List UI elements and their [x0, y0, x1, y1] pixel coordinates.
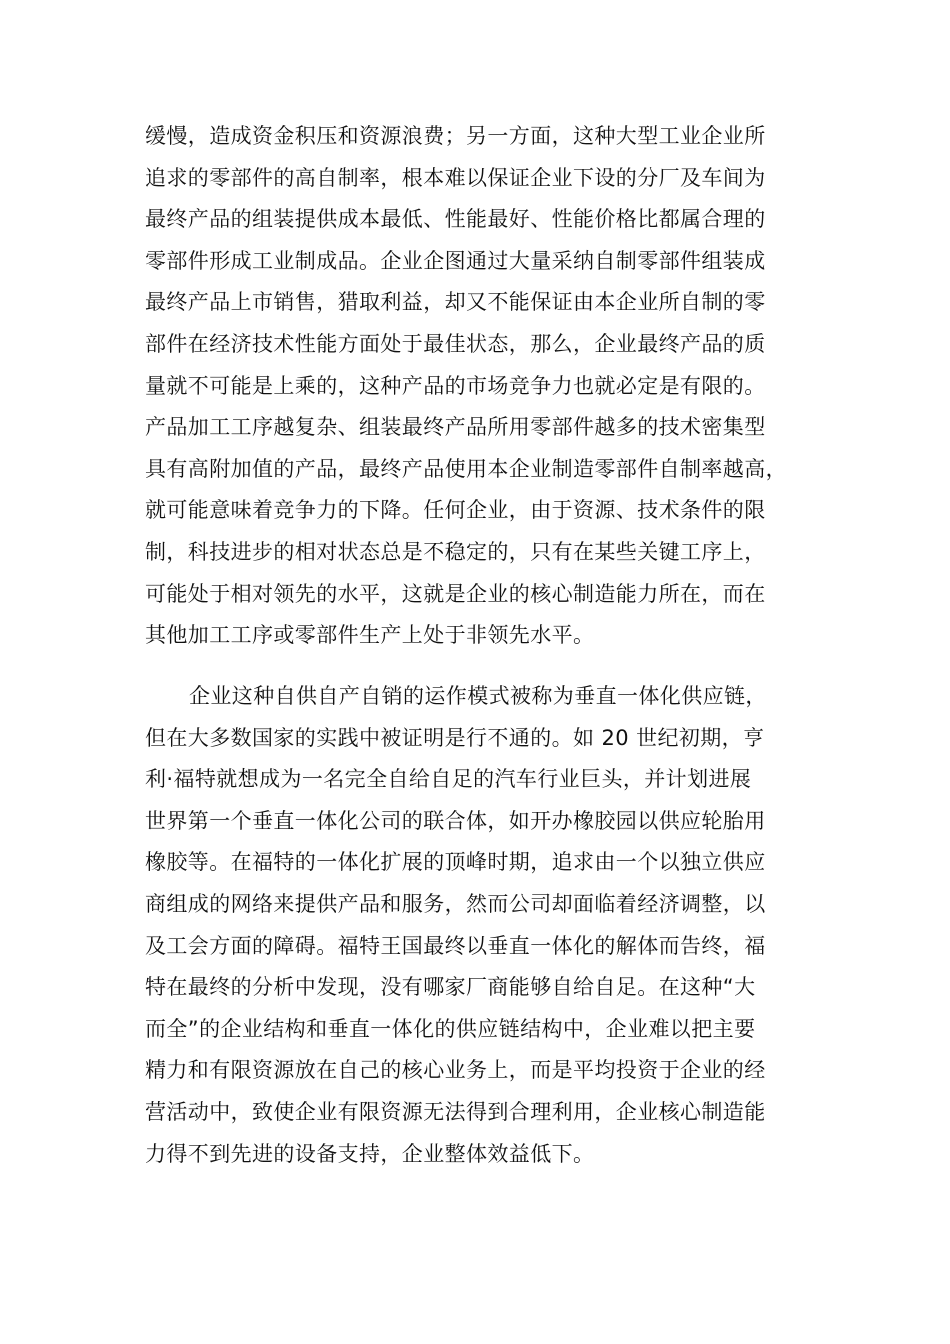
- paragraph-line: 但在大多数国家的实践中被证明是行不通的。如 20 世纪初期，亨: [145, 725, 765, 750]
- paragraph-line: 橡胶等。在福特的一体化扩展的顶峰时期，追求由一个以独立供应: [145, 850, 766, 875]
- paragraph-line: 力得不到先进的设备支持，企业整体效益低下。: [145, 1141, 595, 1166]
- paragraph-line: 最终产品的组装提供成本最低、性能最好、性能价格比都属合理的: [145, 207, 766, 232]
- paragraph-line: 精力和有限资源放在自己的核心业务上，而是平均投资于企业的经: [145, 1058, 766, 1083]
- paragraph-line: 商组成的网络来提供产品和服务，然而公司却面临着经济调整，以: [145, 891, 766, 916]
- paragraph-2: [145, 676, 815, 1175]
- paragraph-line: 最终产品上市销售，猎取利益，却又不能保证由本企业所自制的零: [145, 290, 766, 315]
- paragraph-line: 而全”的企业结构和垂直一体化的供应链结构中，企业难以把主要: [145, 1016, 756, 1041]
- paragraph-line: 就可能意味着竞争力的下降。任何企业，由于资源、技术条件的限: [145, 498, 766, 523]
- paragraph-line: 缓慢，造成资金积压和资源浪费；另一方面，这种大型工业企业所: [145, 124, 766, 148]
- paragraph-line: 世界第一个垂直一体化公司的联合体，如开办橡胶园以供应轮胎用: [145, 808, 766, 833]
- paragraph-1: [145, 116, 815, 657]
- paragraph-line: 其他加工工序或零部件生产上处于非领先水平。: [145, 623, 595, 648]
- paragraph-line: 具有高附加值的产品，最终产品使用本企业制造零部件自制率越高，: [145, 456, 787, 481]
- paragraph-line-first: 企业这种自供自产自销的运作模式被称为垂直一体化供应链，: [189, 684, 767, 708]
- paragraph-line: 及工会方面的障碍。福特王国最终以垂直一体化的解体而告终，福: [145, 933, 766, 958]
- paragraph-line: 制，科技进步的相对状态总是不稳定的，只有在某些关键工序上，: [145, 539, 766, 564]
- paragraph-line: 特在最终的分析中发现，没有哪家厂商能够自给自足。在这种“大: [145, 975, 756, 1000]
- paragraph-line: 产品加工工序越复杂、组装最终产品所用零部件越多的技术密集型: [145, 415, 766, 440]
- paragraph-line: 利·福特就想成为一名完全自给自足的汽车行业巨头，并计划进展: [145, 767, 752, 792]
- paragraph-line: 追求的零部件的高自制率，根本难以保证企业下设的分厂及车间为: [145, 165, 766, 190]
- paragraph-line: 营活动中，致使企业有限资源无法得到合理利用，企业核心制造能: [145, 1099, 766, 1124]
- paragraph-line: 部件在经济技术性能方面处于最佳状态，那么，企业最终产品的质: [145, 331, 766, 356]
- paragraph-line: 可能处于相对领先的水平，这就是企业的核心制造能力所在，而在: [145, 581, 766, 606]
- paragraph-line: 量就不可能是上乘的，这种产品的市场竞争力也就必定是有限的。: [145, 373, 766, 398]
- paragraph-line: 零部件形成工业制成品。企业企图通过大量采纳自制零部件组装成: [145, 248, 766, 273]
